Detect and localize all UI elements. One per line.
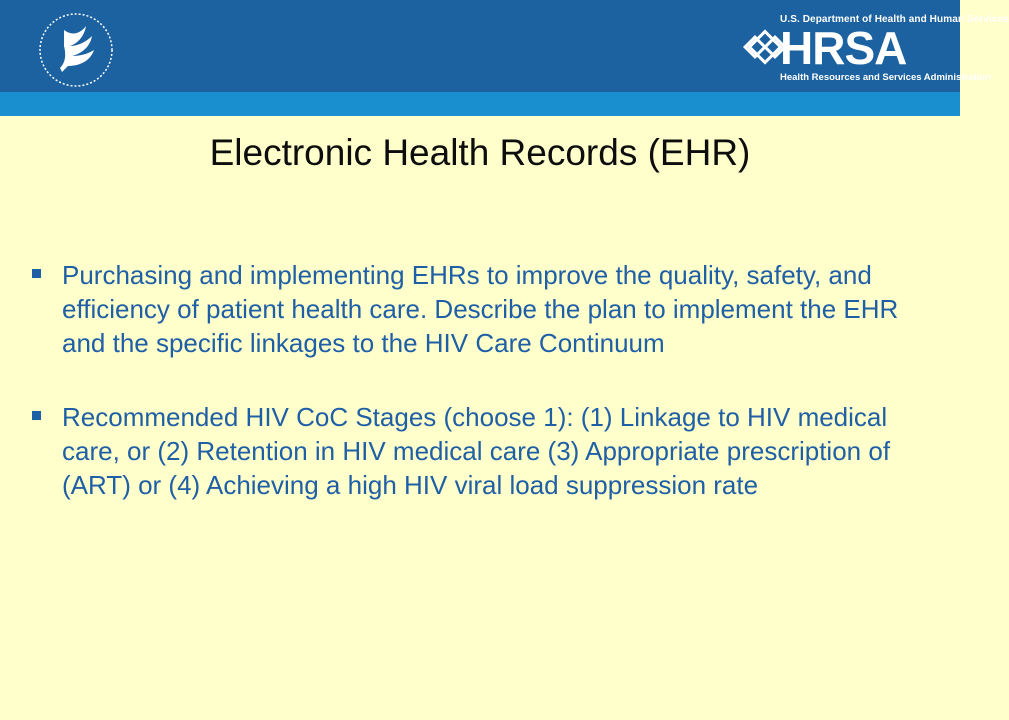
bullet-text: Purchasing and implementing EHRs to improve the quality, safety, and efficiency of patient health care. Describe the plan to implement the EHR and the specific linkages to the HIV Care Continuum: [62, 260, 899, 358]
hrsa-department-text: U.S. Department of Health and Human Services: [780, 14, 1009, 25]
bullet-text: Recommended HIV CoC Stages (choose 1): (1) Linkage to HIV medical care, or (2) Retention in HIV medical care (3) Appropriate prescription of (ART) or (4) Achieving a high HIV viral load suppression rate: [62, 402, 891, 500]
header-stripe: [0, 92, 960, 116]
hrsa-logo: [742, 14, 1009, 83]
slide-title: Electronic Health Records (EHR): [209, 132, 751, 173]
hrsa-wordmark: HRSA: [780, 22, 907, 74]
bullet-list: [30, 258, 930, 502]
bullet-item: [30, 400, 930, 502]
bullet-item: [30, 258, 930, 360]
square-bullet-icon: [32, 411, 41, 420]
hrsa-agency-text: Health Resources and Services Administration: [780, 72, 991, 83]
square-bullet-icon: [32, 269, 41, 278]
hhs-eagle-seal-icon: [36, 10, 116, 90]
header-band: [0, 0, 1009, 92]
